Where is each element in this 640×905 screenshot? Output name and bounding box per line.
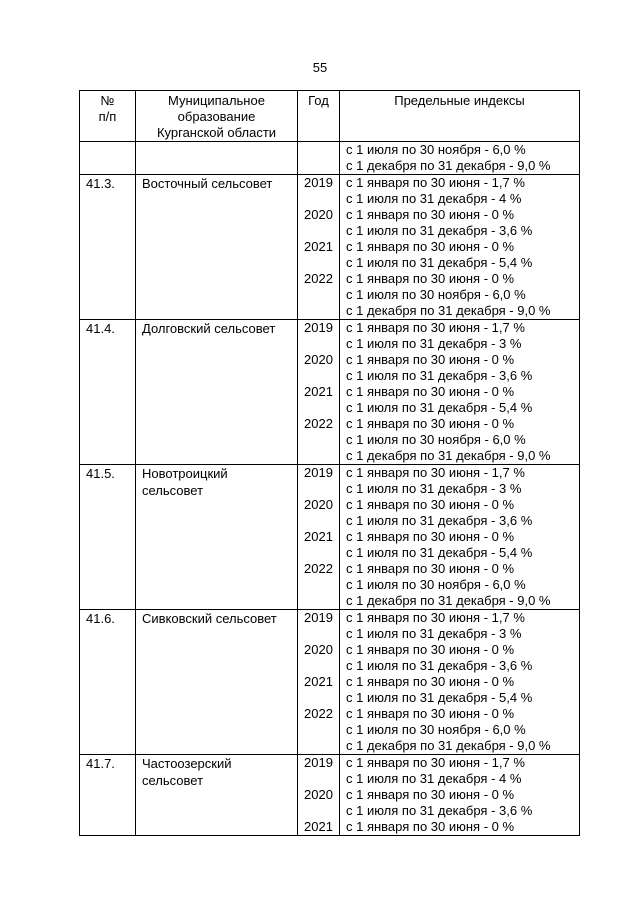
municipality-name: сельсовет: [142, 483, 204, 498]
limit-index-value: с 1 января по 30 июня - 0 %: [346, 497, 515, 512]
year-value: [298, 400, 339, 416]
row-number: 41.4.: [86, 321, 115, 336]
header-label: [136, 93, 297, 141]
year-value: [298, 223, 339, 239]
limit-index-cell: [340, 465, 580, 610]
row-number: 41.3.: [86, 176, 115, 191]
limit-index-value: с 1 июля по 30 ноября - 6,0 %: [346, 142, 526, 157]
table-row: [80, 320, 580, 465]
limit-index-value: с 1 июля по 30 ноября - 6,0 %: [346, 722, 526, 737]
municipality-name: Сивковский сельсовет: [142, 611, 277, 626]
municipality-name: Долговский сельсовет: [142, 321, 276, 336]
limit-index-value: с 1 июля по 31 декабря - 3 %: [346, 336, 522, 351]
limit-index-value: с 1 июля по 31 декабря - 3,6 %: [346, 803, 533, 818]
year-value: 2019: [304, 465, 333, 480]
limit-index-value: с 1 июля по 31 декабря - 3 %: [346, 626, 522, 641]
year-value: [298, 368, 339, 384]
limit-index-value: с 1 января по 30 июня - 0 %: [346, 207, 515, 222]
limit-index-value: с 1 июля по 31 декабря - 3 %: [346, 481, 522, 496]
year-value: [298, 191, 339, 207]
year-value: [298, 771, 339, 787]
year-value: [298, 658, 339, 674]
header-municipality: [136, 91, 298, 142]
header-number: [80, 91, 136, 142]
header-label-line: Курганской области: [156, 125, 277, 140]
limit-index-cell: [340, 610, 580, 755]
table-header: [80, 91, 580, 142]
municipality-cell: [136, 465, 298, 610]
year-cell: [298, 610, 340, 755]
limit-index-value: с 1 июля по 30 ноября - 6,0 %: [346, 432, 526, 447]
year-value: [298, 287, 339, 303]
limit-index-value: с 1 июля по 31 декабря - 3,6 %: [346, 368, 533, 383]
limit-index-value: с 1 декабря по 31 декабря - 9,0 %: [346, 448, 551, 463]
limit-index-cell: [340, 175, 580, 320]
municipality-cell: [136, 320, 298, 465]
header-limit-indices: [340, 91, 580, 142]
year-value: [298, 626, 339, 642]
limit-index-value: с 1 июля по 31 декабря - 5,4 %: [346, 400, 533, 415]
year-value: [298, 722, 339, 738]
limit-index-cell: [340, 755, 580, 836]
header-label: [80, 93, 135, 125]
municipality-cell: [136, 175, 298, 320]
row-number-cell: [80, 610, 136, 755]
year-cell: [298, 142, 340, 175]
year-value: [298, 481, 339, 497]
limit-index-value: с 1 января по 30 июня - 1,7 %: [346, 755, 525, 770]
header-label-line: п/п: [98, 109, 117, 124]
municipality-cell: [136, 755, 298, 836]
year-value: [298, 303, 339, 319]
year-value: [298, 255, 339, 271]
municipality-name: Восточный сельсовет: [142, 176, 273, 191]
header-label-line: образование: [177, 109, 256, 124]
limit-index-value: с 1 января по 30 июня - 1,7 %: [346, 320, 525, 335]
year-cell: [298, 320, 340, 465]
table-row: [80, 465, 580, 610]
limit-index-cell: [340, 142, 580, 175]
year-value: 2019: [304, 610, 333, 625]
year-value: 2022: [304, 416, 333, 431]
year-value: [298, 593, 339, 609]
table-row: [80, 755, 580, 836]
year-value: 2019: [304, 755, 333, 770]
year-value: [298, 577, 339, 593]
row-number: 41.7.: [86, 756, 115, 771]
year-cell: [298, 465, 340, 610]
limit-index-value: с 1 января по 30 июня - 1,7 %: [346, 465, 525, 480]
year-value: 2021: [304, 384, 333, 399]
header-label-line: Муниципальное: [168, 93, 265, 108]
row-number: 41.5.: [86, 466, 115, 481]
limit-index-value: с 1 января по 30 июня - 0 %: [346, 819, 515, 834]
header-label-line: Предельные индексы: [394, 93, 525, 108]
limit-index-value: с 1 января по 30 июня - 0 %: [346, 787, 515, 802]
header-label: [340, 93, 579, 109]
municipality-name: сельсовет: [142, 773, 204, 788]
year-value: 2021: [304, 529, 333, 544]
year-value: 2019: [304, 175, 333, 190]
year-value: 2020: [304, 642, 333, 657]
year-value: [298, 545, 339, 561]
year-value: [298, 803, 339, 819]
limit-index-value: с 1 января по 30 июня - 0 %: [346, 561, 515, 576]
year-value: 2020: [304, 352, 333, 367]
limit-index-cell: [340, 320, 580, 465]
year-value: [298, 432, 339, 448]
limit-index-value: с 1 декабря по 31 декабря - 9,0 %: [346, 738, 551, 753]
year-value: 2020: [304, 787, 333, 802]
year-value: [298, 336, 339, 352]
year-value: [298, 738, 339, 754]
limit-index-value: с 1 июля по 31 декабря - 3,6 %: [346, 223, 533, 238]
header-year: [298, 91, 340, 142]
year-value: [298, 448, 339, 464]
row-number: 41.6.: [86, 611, 115, 626]
year-value: [298, 158, 339, 174]
year-value: 2021: [304, 674, 333, 689]
year-value: 2019: [304, 320, 333, 335]
header-label-line: Год: [308, 93, 329, 108]
limit-index-value: с 1 июля по 31 декабря - 3,6 %: [346, 513, 533, 528]
limit-index-value: с 1 января по 30 июня - 0 %: [346, 706, 515, 721]
row-number-cell: [80, 175, 136, 320]
year-value: 2020: [304, 207, 333, 222]
limit-index-value: с 1 июля по 31 декабря - 4 %: [346, 191, 522, 206]
limit-index-value: с 1 января по 30 июня - 0 %: [346, 674, 515, 689]
year-value: 2022: [304, 271, 333, 286]
limit-index-value: с 1 января по 30 июня - 1,7 %: [346, 610, 525, 625]
year-value: 2020: [304, 497, 333, 512]
tariff-index-table: [79, 90, 580, 836]
year-value: 2021: [304, 239, 333, 254]
limit-index-value: с 1 июля по 31 декабря - 5,4 %: [346, 545, 533, 560]
limit-index-value: с 1 января по 30 июня - 0 %: [346, 642, 515, 657]
municipality-name: Частоозерский: [142, 756, 232, 771]
year-value: [298, 513, 339, 529]
year-value: 2021: [304, 819, 333, 834]
limit-index-value: с 1 января по 30 июня - 0 %: [346, 352, 515, 367]
row-number-cell: [80, 465, 136, 610]
limit-index-value: с 1 декабря по 31 декабря - 9,0 %: [346, 593, 551, 608]
limit-index-value: с 1 января по 30 июня - 0 %: [346, 271, 515, 286]
table-row: [80, 175, 580, 320]
year-value: 2022: [304, 706, 333, 721]
limit-index-value: с 1 июля по 31 декабря - 3,6 %: [346, 658, 533, 673]
limit-index-value: с 1 января по 30 июня - 1,7 %: [346, 175, 525, 190]
header-label-line: №: [100, 93, 115, 108]
year-value: [298, 690, 339, 706]
limit-index-value: с 1 июля по 31 декабря - 4 %: [346, 771, 522, 786]
municipality-cell: [136, 142, 298, 175]
limit-index-value: с 1 января по 30 июня - 0 %: [346, 239, 515, 254]
municipality-cell: [136, 610, 298, 755]
year-cell: [298, 755, 340, 836]
limit-index-value: с 1 июля по 31 декабря - 5,4 %: [346, 255, 533, 270]
limit-index-value: с 1 июля по 30 ноября - 6,0 %: [346, 577, 526, 592]
header-label: [298, 93, 339, 109]
year-cell: [298, 175, 340, 320]
limit-index-value: с 1 декабря по 31 декабря - 9,0 %: [346, 158, 551, 173]
table-body: [80, 142, 580, 836]
limit-index-value: с 1 июля по 30 ноября - 6,0 %: [346, 287, 526, 302]
year-value: [298, 142, 339, 158]
page-number: 55: [312, 60, 328, 75]
municipality-name: Новотроицкий: [142, 466, 228, 481]
limit-index-value: с 1 июля по 31 декабря - 5,4 %: [346, 690, 533, 705]
limit-index-value: с 1 января по 30 июня - 0 %: [346, 384, 515, 399]
limit-index-value: с 1 декабря по 31 декабря - 9,0 %: [346, 303, 551, 318]
table-row: [80, 610, 580, 755]
year-value: 2022: [304, 561, 333, 576]
row-number-cell: [80, 142, 136, 175]
row-number-cell: [80, 320, 136, 465]
row-number-cell: [80, 755, 136, 836]
limit-index-value: с 1 января по 30 июня - 0 %: [346, 416, 515, 431]
table-row-continuation: [80, 142, 580, 175]
limit-index-value: с 1 января по 30 июня - 0 %: [346, 529, 515, 544]
